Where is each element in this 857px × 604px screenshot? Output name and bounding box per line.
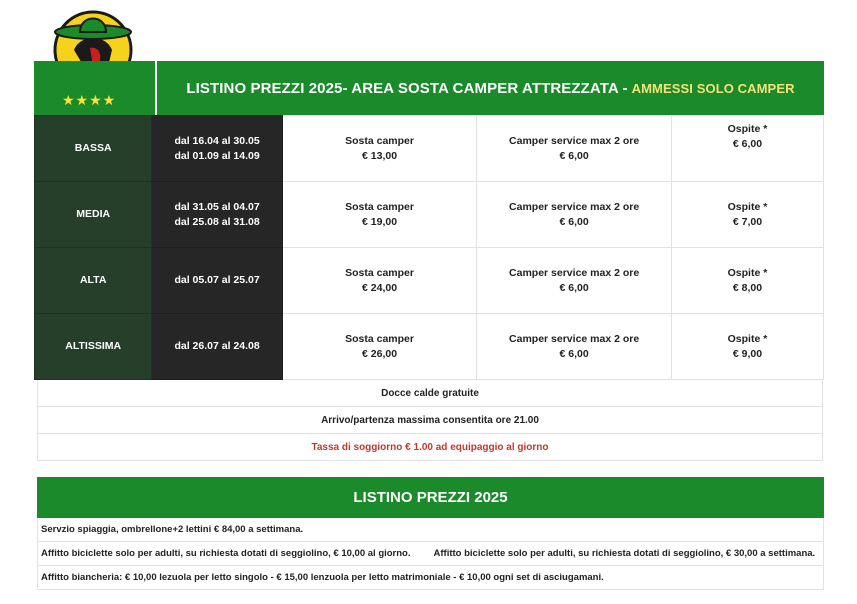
service-label: Camper service max 2 ore xyxy=(509,332,640,345)
sosta-label: Sosta camper xyxy=(345,200,414,213)
season-dates xyxy=(152,116,282,182)
logo-strip xyxy=(34,61,157,115)
season-name: ALTA xyxy=(35,248,152,314)
date-range: dal 25.08 al 31.08 xyxy=(174,215,260,228)
biancheria-text: Affitto biancheria: € 10,00 lezuola per letto singolo - € 15,00 lenzuola per letto matrimoniale - € 10,00 ogni set di asciugamani. xyxy=(41,572,604,583)
ospite-cell xyxy=(671,248,823,314)
sosta-price: € 24,00 xyxy=(362,281,398,294)
title-accent: AMMESSI SOLO CAMPER xyxy=(631,80,795,96)
sosta-label: Sosta camper xyxy=(345,332,414,345)
note-tassa: Tassa di soggiorno € 1.00 ad equipaggio al giorno xyxy=(37,434,823,461)
ospite-cell xyxy=(671,116,823,182)
sosta-cell xyxy=(282,182,477,248)
service-cell xyxy=(477,248,672,314)
section-title: LISTINO PREZZI 2025 xyxy=(37,477,824,518)
note-docce: Docce calde gratuite xyxy=(37,380,823,407)
title-text: LISTINO PREZZI 2025- AREA SOSTA CAMPER ATTREZZATA - xyxy=(186,79,628,97)
service-price: € 6,00 xyxy=(559,215,589,228)
ospite-price: € 9,00 xyxy=(732,347,763,360)
note-arrivo: Arrivo/partenza massima consentita ore 21.00 xyxy=(37,407,823,434)
sosta-label: Sosta camper xyxy=(345,266,414,279)
table-row xyxy=(35,116,824,182)
camper-price-list xyxy=(34,61,824,461)
ospite-cell xyxy=(671,182,823,248)
list-item xyxy=(37,566,824,590)
season-name: BASSA xyxy=(35,116,152,182)
header-banner xyxy=(34,61,824,115)
rating-stars: ★★★★ xyxy=(62,92,117,108)
services-price-list xyxy=(37,477,824,590)
table-row xyxy=(35,248,824,314)
ospite-label: Ospite * xyxy=(727,200,768,213)
bici-settimana-text: Affitto biciclette solo per adulti, su richiesta dotati di seggiolino, € 30,00 a settimana. xyxy=(433,548,816,559)
ospite-label: Ospite * xyxy=(727,266,768,279)
season-dates xyxy=(152,182,282,248)
sosta-price: € 26,00 xyxy=(362,347,398,360)
ospite-price: € 7,00 xyxy=(732,215,763,228)
ospite-label: Ospite * xyxy=(727,332,768,345)
spiaggia-text: Servzio spiaggia, ombrellone+2 lettini € 84,00 a settimana. xyxy=(41,524,304,535)
list-item xyxy=(37,518,824,542)
list-item xyxy=(37,542,824,566)
sosta-price: € 19,00 xyxy=(362,215,398,228)
season-dates xyxy=(152,248,282,314)
service-price: € 6,00 xyxy=(559,281,589,294)
table-row xyxy=(35,182,824,248)
sosta-price: € 13,00 xyxy=(362,149,398,162)
ospite-cell xyxy=(671,314,823,380)
notes-section xyxy=(37,380,823,461)
service-label: Camper service max 2 ore xyxy=(509,200,640,213)
table-row xyxy=(35,314,824,380)
date-range: dal 05.07 al 25.07 xyxy=(174,274,260,286)
season-name: ALTISSIMA xyxy=(35,314,152,380)
sosta-cell xyxy=(282,314,477,380)
service-price: € 6,00 xyxy=(559,149,589,162)
bici-giorno-text: Affitto biciclette solo per adulti, su richiesta dotati di seggiolino, € 10,00 al giorno. xyxy=(41,548,411,559)
ospite-price: € 8,00 xyxy=(732,281,763,294)
sosta-label: Sosta camper xyxy=(345,134,414,147)
ospite-label: Ospite * xyxy=(727,122,768,135)
sosta-cell xyxy=(282,248,477,314)
service-cell xyxy=(477,116,672,182)
date-range: dal 01.09 al 14.09 xyxy=(174,149,260,162)
sosta-cell xyxy=(282,116,477,182)
season-name: MEDIA xyxy=(35,182,152,248)
service-price: € 6,00 xyxy=(559,347,589,360)
service-label: Camper service max 2 ore xyxy=(509,266,640,279)
date-range: dal 26.07 al 24.08 xyxy=(174,340,260,352)
ospite-price: € 6,00 xyxy=(732,137,763,150)
date-range: dal 16.04 al 30.05 xyxy=(174,134,260,147)
service-label: Camper service max 2 ore xyxy=(509,134,640,147)
price-table xyxy=(34,115,824,380)
service-cell xyxy=(477,314,672,380)
page-title xyxy=(157,61,824,115)
season-dates xyxy=(152,314,282,380)
service-cell xyxy=(477,182,672,248)
date-range: dal 31.05 al 04.07 xyxy=(174,200,260,213)
